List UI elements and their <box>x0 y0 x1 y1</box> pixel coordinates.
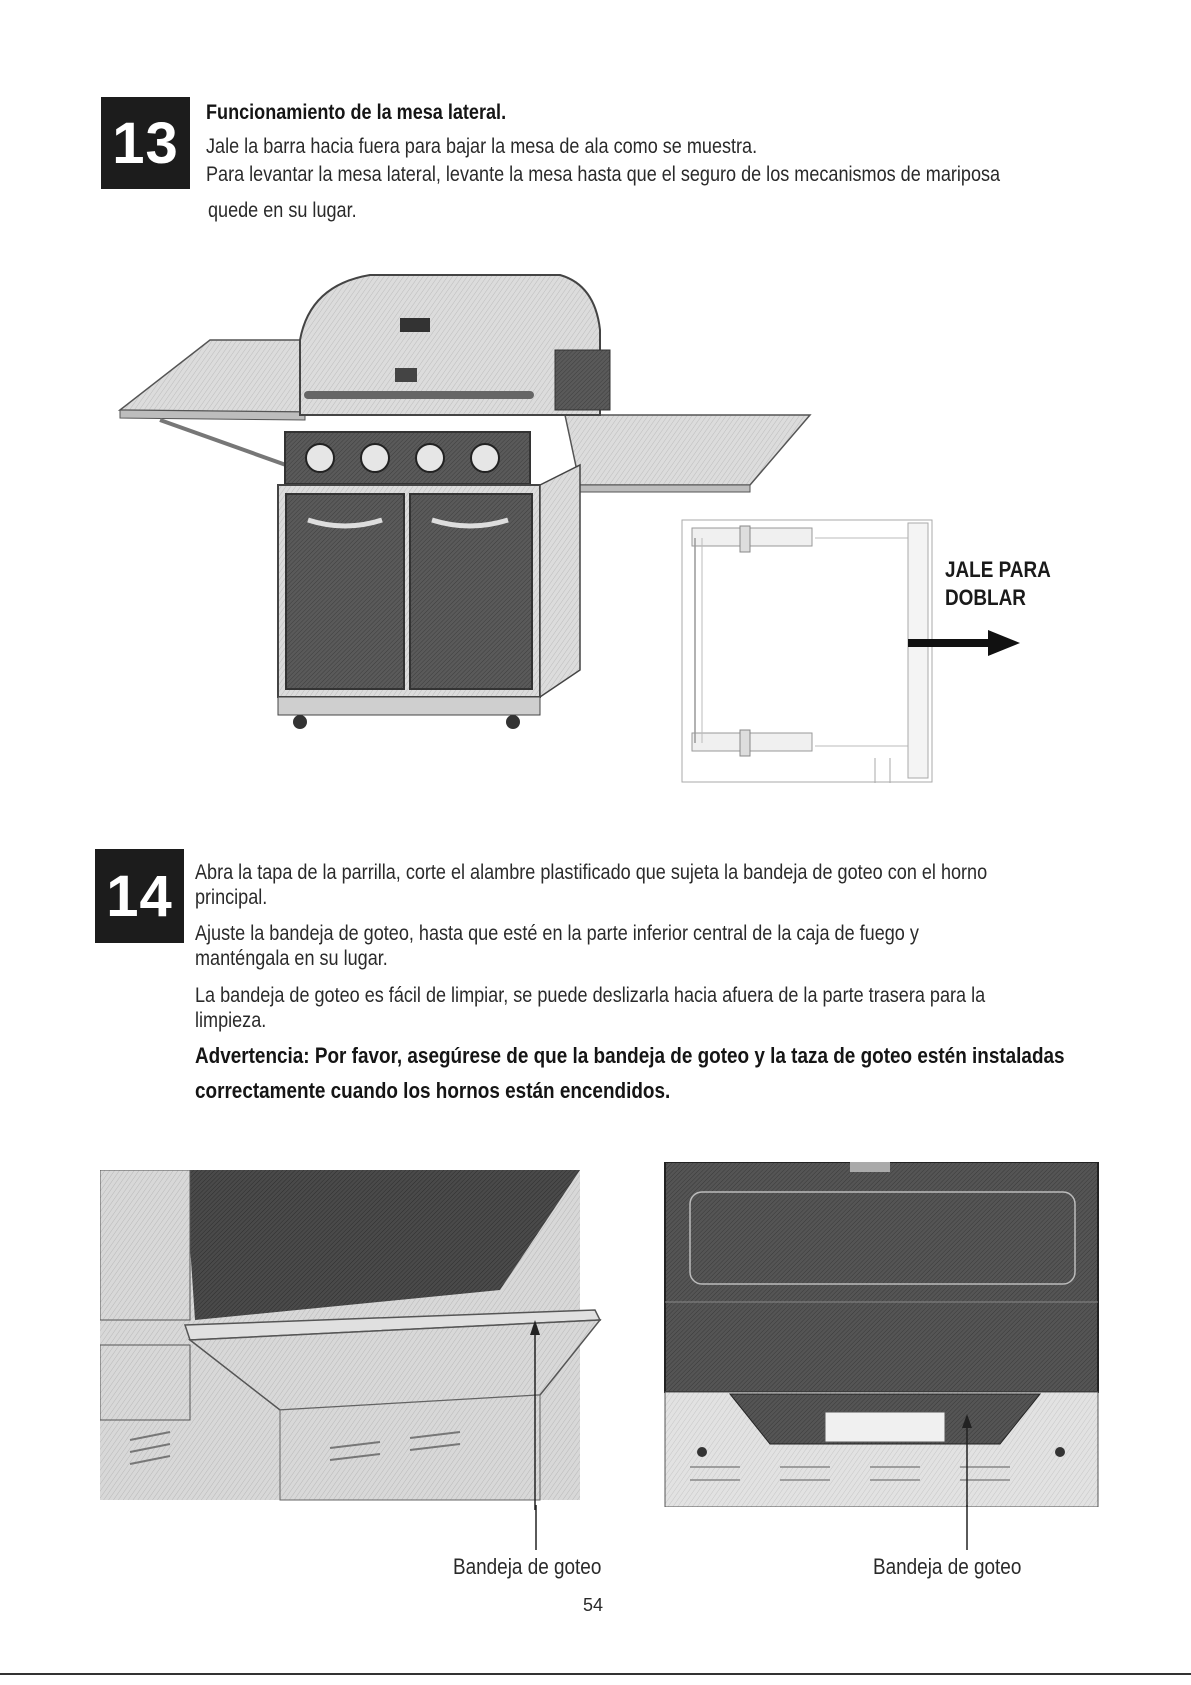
step-14-para-1-line-2: principal. <box>195 886 268 909</box>
step-13-line-1: Jale la barra hacia fuera para bajar la mesa de ala como se muestra. <box>206 135 758 158</box>
page-number: 54 <box>583 1595 604 1615</box>
pull-to-fold-label <box>945 556 1068 612</box>
pull-arrow-icon <box>908 628 1023 658</box>
warning-line-1: Advertencia: Por favor, asegúrese de que la bandeja de goteo y la taza de goteo estén instaladas <box>195 1043 1065 1068</box>
drip-tray-front-illustration <box>660 1162 1105 1507</box>
pull-to-fold-line-1: JALE PARA <box>945 557 1051 582</box>
step-14-number: 14 <box>95 849 184 943</box>
right-caption: Bandeja de goteo <box>873 1554 1022 1579</box>
step-14-para-3-line-2: limpieza. <box>195 1009 267 1032</box>
step-14-para-1-line-1: Abra la tapa de la parrilla, corte el alambre plastificado que sujeta la bandeja de goteo con el horno <box>195 861 988 884</box>
left-caption: Bandeja de goteo <box>453 1554 602 1579</box>
step-14-para-3-line-1: La bandeja de goteo es fácil de limpiar, se puede deslizarla hacia afuera de la parte trasera para la <box>195 984 986 1007</box>
step-13-line-2: Para levantar la mesa lateral, levante la mesa hasta que el seguro de los mecanismos de mariposa <box>206 163 1001 186</box>
step-13-number: 13 <box>101 97 190 189</box>
step-13-line-3: quede en su lugar. <box>208 199 357 222</box>
left-caption-pointer <box>534 1505 538 1550</box>
step-14-para-2-line-2: manténgala en su lugar. <box>195 947 388 970</box>
warning-line-2: correctamente cuando los hornos están encendidos. <box>195 1078 671 1103</box>
right-caption-pointer <box>965 1505 969 1550</box>
step-14-para-2-line-1: Ajuste la bandeja de goteo, hasta que esté en la parte inferior central de la caja de fuego y <box>195 922 919 945</box>
step-13-title: Funcionamiento de la mesa lateral. <box>206 101 507 124</box>
pull-to-fold-line-2: DOBLAR <box>945 585 1026 610</box>
hinge-detail-illustration <box>680 518 940 788</box>
bottom-rule <box>0 1673 1191 1675</box>
drip-tray-side-illustration <box>100 1170 610 1510</box>
